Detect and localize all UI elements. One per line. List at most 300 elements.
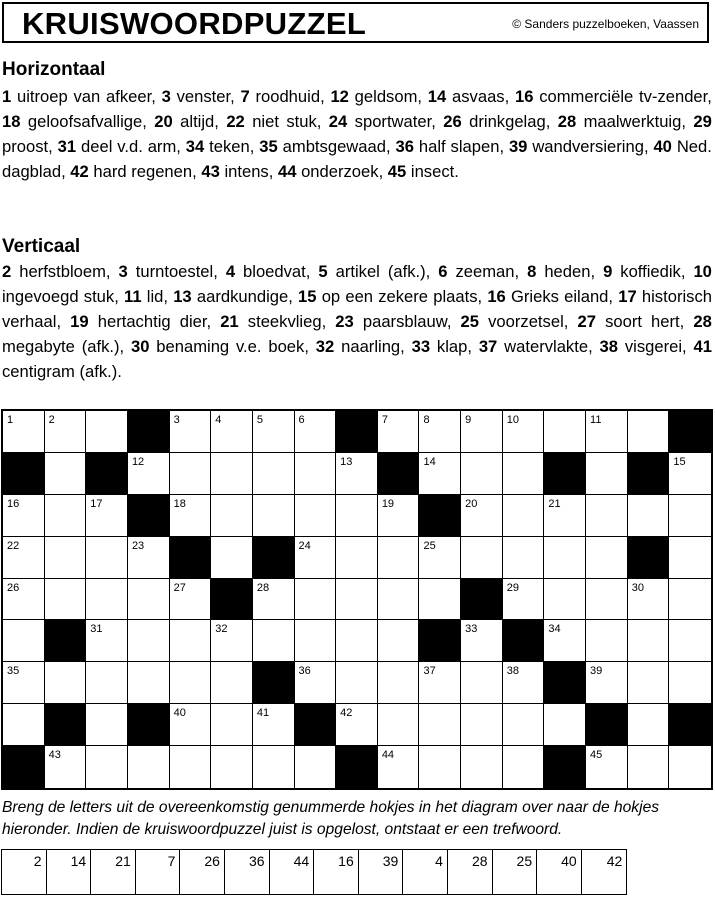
grid-cell[interactable] (211, 620, 253, 662)
clue-number: 18 (2, 112, 21, 131)
grid-cell-black (3, 746, 45, 788)
grid-cell[interactable] (45, 453, 87, 495)
vertical-clue (577, 312, 679, 331)
clue-number: 4 (225, 262, 236, 281)
vertical-clue (316, 337, 400, 356)
grid-cell[interactable] (336, 579, 378, 621)
clue-text: half slapen (418, 137, 500, 156)
vertical-clue (220, 312, 321, 331)
grid-cell-black (86, 453, 128, 495)
grid-cell[interactable] (378, 620, 420, 662)
grid-cell[interactable] (336, 620, 378, 662)
vertical-clue (173, 287, 288, 306)
cell-number: 14 (423, 455, 436, 468)
clue-text: historisch verhaal (2, 287, 712, 331)
cell-number: 28 (256, 581, 270, 594)
clue-number: 7 (240, 87, 250, 106)
solution-box-number: 42 (606, 853, 623, 869)
clue-number: 24 (328, 112, 348, 131)
horizontal-clue (259, 137, 386, 156)
cell-number: 2 (48, 414, 55, 426)
vertical-clue (412, 337, 468, 356)
clue-number: 33 (411, 337, 431, 356)
grid-cell-black (461, 579, 503, 621)
grid-cell[interactable] (586, 453, 628, 495)
cell-number: 12 (131, 455, 145, 468)
cell-number: 40 (173, 707, 186, 720)
clue-number: 27 (577, 312, 596, 331)
cell-number: 15 (673, 455, 686, 468)
grid-cell-black (419, 495, 461, 537)
grid-cell[interactable] (503, 746, 545, 788)
grid-cell[interactable] (128, 746, 170, 788)
clue-number: 23 (335, 312, 354, 331)
grid-cell[interactable] (128, 579, 170, 621)
grid-cell[interactable] (253, 579, 295, 621)
cell-number: 23 (131, 539, 145, 552)
grid-cell[interactable] (336, 662, 378, 704)
grid-cell[interactable] (128, 662, 170, 704)
horizontal-clue (162, 87, 231, 106)
solution-box[interactable] (225, 850, 270, 894)
grid-cell[interactable] (419, 411, 461, 453)
grid-cell[interactable] (295, 620, 337, 662)
grid-cell[interactable] (45, 662, 87, 704)
clue-text: klap (436, 337, 468, 356)
clue-number: 15 (298, 287, 317, 306)
grid-cell[interactable] (253, 411, 295, 453)
grid-cell[interactable] (544, 579, 586, 621)
clue-number: 30 (130, 337, 150, 356)
grid-cell[interactable] (378, 495, 420, 537)
grid-cell[interactable] (253, 453, 295, 495)
grid-cell[interactable] (336, 453, 378, 495)
clue-text: insect (410, 162, 455, 181)
grid-cell[interactable] (86, 620, 128, 662)
grid-cell[interactable] (503, 579, 545, 621)
solution-box[interactable] (537, 850, 582, 894)
grid-cell[interactable] (86, 579, 128, 621)
grid-cell[interactable] (669, 495, 711, 537)
grid-cell-black (45, 620, 87, 662)
horizontal-clue (201, 162, 268, 181)
clue-number: 14 (427, 87, 447, 106)
solution-boxes (1, 849, 627, 895)
grid-cell[interactable] (669, 537, 711, 579)
grid-cell[interactable] (170, 662, 212, 704)
grid-cell[interactable] (586, 579, 628, 621)
grid-cell[interactable] (295, 746, 337, 788)
clue-text: bloedvat (243, 262, 306, 281)
grid-cell[interactable] (503, 537, 545, 579)
grid-cell[interactable] (586, 746, 628, 788)
grid-cell[interactable] (211, 746, 253, 788)
cell-number: 4 (215, 414, 222, 426)
clue-number: 9 (603, 262, 613, 281)
horizontal-clue (388, 162, 454, 181)
clue-number: 36 (395, 137, 414, 156)
solution-box-number: 4 (435, 853, 443, 869)
cell-number: 34 (548, 623, 561, 636)
grid-cell[interactable] (461, 411, 503, 453)
cell-number: 17 (90, 497, 103, 510)
grid-cell[interactable] (170, 620, 212, 662)
cell-number: 7 (381, 414, 388, 426)
clue-text: centigram (afk.) (2, 362, 118, 381)
grid-cell[interactable] (211, 495, 253, 537)
grid-cell[interactable] (378, 746, 420, 788)
grid-cell[interactable] (170, 495, 212, 537)
grid-cell[interactable] (669, 620, 711, 662)
cell-number: 8 (423, 414, 430, 426)
clue-text: voorzetsel (488, 312, 564, 331)
horizontal-clue (443, 112, 545, 131)
clue-number: 28 (693, 312, 712, 331)
grid-cell-black (45, 704, 87, 746)
solution-box[interactable] (359, 850, 404, 894)
clue-text: paarsblauw (362, 312, 447, 331)
grid-cell[interactable] (86, 662, 128, 704)
grid-cell-black (544, 746, 586, 788)
grid-cell[interactable] (86, 537, 128, 579)
solution-box-number: 25 (516, 853, 533, 869)
grid-cell[interactable] (503, 704, 545, 746)
grid-cell[interactable] (378, 579, 420, 621)
grid-cell[interactable] (419, 453, 461, 495)
grid-cell[interactable] (45, 537, 87, 579)
clue-text: op een zekere plaats (321, 287, 478, 306)
cell-number: 25 (423, 539, 436, 552)
grid-cell-black (669, 411, 711, 453)
horizontal-clue (2, 87, 151, 106)
grid-cell[interactable] (544, 537, 586, 579)
solution-box[interactable] (448, 850, 493, 894)
clue-text: asvaas (452, 87, 505, 106)
grid-cell[interactable] (45, 579, 87, 621)
grid-cell[interactable] (378, 704, 420, 746)
grid-cell[interactable] (544, 620, 586, 662)
cell-number: 6 (298, 414, 305, 426)
solution-box-number: 44 (293, 853, 310, 869)
vertical-clue (70, 312, 206, 331)
clue-text: sportwater (354, 112, 432, 131)
clue-text: naarling (341, 337, 401, 356)
grid-cell[interactable] (211, 704, 253, 746)
clue-text: ambtsgewaad (282, 137, 386, 156)
solution-box-number: 36 (248, 853, 265, 869)
solution-box[interactable] (47, 850, 92, 894)
cell-number: 3 (173, 414, 180, 426)
grid-cell[interactable] (253, 620, 295, 662)
vertical-clue (298, 287, 477, 306)
solution-box[interactable] (403, 850, 448, 894)
solution-box[interactable] (180, 850, 225, 894)
cell-number: 22 (7, 539, 20, 552)
grid-cell[interactable] (544, 495, 586, 537)
clue-text: uitroep van afkeer (17, 87, 152, 106)
clue-number: 16 (514, 87, 534, 106)
grid-cell[interactable] (170, 746, 212, 788)
grid-cell[interactable] (378, 537, 420, 579)
grid-cell[interactable] (419, 662, 461, 704)
grid-cell[interactable] (336, 495, 378, 537)
grid-cell[interactable] (628, 620, 670, 662)
grid-cell[interactable] (295, 579, 337, 621)
solution-box[interactable] (91, 850, 136, 894)
grid-cell[interactable] (628, 662, 670, 704)
grid-cell[interactable] (586, 411, 628, 453)
grid-cell[interactable] (669, 453, 711, 495)
grid-cell[interactable] (628, 746, 670, 788)
grid-cell[interactable] (503, 662, 545, 704)
cell-number: 33 (465, 623, 478, 636)
horizontal-clue (278, 162, 379, 181)
solution-box[interactable] (136, 850, 181, 894)
clue-number: 20 (154, 112, 173, 131)
solution-box-number: 26 (204, 853, 220, 869)
clue-number: 5 (318, 262, 328, 281)
cell-number: 18 (173, 497, 186, 510)
grid-cell[interactable] (419, 579, 461, 621)
clue-text: benaming v.e. boek (156, 337, 305, 356)
cell-number: 39 (590, 665, 603, 678)
clue-number: 29 (693, 112, 712, 131)
grid-cell[interactable] (461, 746, 503, 788)
grid-cell[interactable] (170, 453, 212, 495)
grid-cell[interactable] (419, 704, 461, 746)
grid-cell-black (253, 662, 295, 704)
grid-cell[interactable] (503, 495, 545, 537)
vertical-clue (131, 337, 304, 356)
grid-cell[interactable] (3, 620, 45, 662)
grid-cell[interactable] (336, 704, 378, 746)
cell-number: 19 (381, 497, 395, 510)
grid-cell[interactable] (211, 453, 253, 495)
grid-cell[interactable] (86, 704, 128, 746)
grid-cell[interactable] (628, 579, 670, 621)
grid-cell[interactable] (669, 746, 711, 788)
vertical-clue (335, 312, 447, 331)
grid-cell[interactable] (128, 453, 170, 495)
grid-cell-black (253, 537, 295, 579)
clue-number: 1 (2, 87, 12, 106)
clue-number: 11 (124, 287, 142, 306)
grid-cell[interactable] (586, 662, 628, 704)
grid-cell-black (586, 704, 628, 746)
clue-text: soort hert (605, 312, 680, 331)
solution-box-number: 14 (70, 853, 87, 869)
grid-cell[interactable] (419, 746, 461, 788)
grid-cell[interactable] (3, 662, 45, 704)
grid-cell[interactable] (586, 537, 628, 579)
solution-box[interactable] (270, 850, 315, 894)
grid-cell[interactable] (544, 704, 586, 746)
grid-cell[interactable] (461, 662, 503, 704)
grid-cell-black (628, 537, 670, 579)
grid-cell[interactable] (253, 746, 295, 788)
clue-text: Ned. dagblad (2, 137, 712, 181)
clue-number: 8 (527, 262, 537, 281)
vertical-clue (438, 262, 514, 281)
vertical-clues: 2 herfstbloem, 3 turntoestel, 4 bloedvat, 5 artikel (afk.), 6 zeeman, 8 heden, 9 koffiedik, 10 ingevoegd stuk, 11 lid, 13 aardkundige, 15 op een zekere plaats, 16 Grieks eiland, 17 historisch verhaal, 19 hertachtig dier, 21 steekvlieg, 23 paarsblauw, 25 voorzetsel, 27 soort hert, 28 megabyte (afk.), 30 benaming v.e. boek, 32 naarling, 33 klap, 37 watervlakte, 38 visgerei, 41 centigram (afk.). (2, 262, 712, 381)
horizontal-clue (329, 112, 431, 131)
horizontal-clue (154, 112, 214, 131)
horizontal-clue (509, 137, 644, 156)
grid-cell-black (503, 620, 545, 662)
clue-number: 45 (387, 162, 407, 181)
grid-cell[interactable] (253, 495, 295, 537)
grid-cell[interactable] (211, 537, 253, 579)
grid-cell[interactable] (45, 495, 87, 537)
grid-cell[interactable] (461, 620, 503, 662)
clue-text: onderzoek (301, 162, 379, 181)
cell-number: 44 (381, 749, 395, 762)
cell-number: 10 (506, 414, 519, 426)
grid-cell[interactable] (628, 411, 670, 453)
clue-number: 16 (487, 287, 506, 306)
grid-cell[interactable] (211, 411, 253, 453)
grid-cell[interactable] (170, 579, 212, 621)
grid-cell[interactable] (461, 704, 503, 746)
cell-number: 45 (590, 749, 603, 762)
grid-cell[interactable] (419, 537, 461, 579)
solution-box[interactable] (2, 850, 47, 894)
vertical-clue (226, 262, 306, 281)
grid-cell[interactable] (3, 411, 45, 453)
clue-text: niet stuk (252, 112, 317, 131)
clue-number: 41 (693, 337, 712, 356)
grid-cell[interactable] (586, 620, 628, 662)
horizontal-heading: Horizontaal (2, 59, 106, 80)
grid-cell-black (128, 411, 170, 453)
clue-text: megabyte (afk.) (2, 337, 120, 356)
solution-box[interactable] (493, 850, 538, 894)
grid-cell-black (544, 662, 586, 704)
grid-cell[interactable] (295, 495, 337, 537)
grid-cell[interactable] (3, 704, 45, 746)
clue-number: 22 (226, 112, 245, 131)
cell-number: 26 (7, 581, 20, 594)
grid-cell-black (544, 453, 586, 495)
horizontal-clue (558, 112, 682, 131)
copyright-notice: © Sanders puzzelboeken, Vaassen (512, 17, 699, 31)
grid-cell[interactable] (295, 662, 337, 704)
clue-text: roodhuid (255, 87, 321, 106)
grid-cell[interactable] (336, 537, 378, 579)
vertical-clue (2, 262, 106, 281)
grid-cell[interactable] (3, 495, 45, 537)
grid-cell[interactable] (45, 746, 87, 788)
solution-box-number: 21 (115, 853, 131, 869)
clue-text: steekvlieg (247, 312, 322, 331)
horizontal-clue (226, 112, 316, 131)
clue-number: 35 (259, 137, 278, 156)
grid-cell[interactable] (170, 704, 212, 746)
solution-box-number: 39 (382, 853, 399, 869)
horizontal-clue (330, 87, 417, 106)
clue-text: hertachtig dier (97, 312, 207, 331)
grid-cell[interactable] (544, 411, 586, 453)
cell-number: 29 (506, 581, 519, 594)
clue-number: 26 (443, 112, 462, 131)
clue-number: 2 (2, 262, 12, 281)
grid-cell-black (3, 453, 45, 495)
grid-cell[interactable] (128, 537, 170, 579)
grid-cell[interactable] (86, 495, 128, 537)
cell-number: 9 (465, 414, 472, 426)
cell-number: 16 (7, 497, 20, 510)
crossword-grid (1, 409, 713, 790)
grid-cell[interactable] (586, 495, 628, 537)
clue-text: lid (146, 287, 164, 306)
grid-cell[interactable] (295, 537, 337, 579)
grid-cell-black (170, 537, 212, 579)
horizontal-clues: 1 uitroep van afkeer, 3 venster, 7 roodhuid, 12 geldsom, 14 asvaas, 16 commerciële tv-zender, 18 geloofsafvallige, 20 altijd, 22 niet stuk, 24 sportwater, 26 drinkgelag, 28 maalwerktuig, 29 proost, 31 deel v.d. arm, 34 teken, 35 ambtsgewaad, 36 half slapen, 39 wandversiering, 40 Ned. dagblad, 42 hard regenen, 43 intens, 44 onderzoek, 45 insect. (2, 87, 712, 181)
grid-cell[interactable] (3, 579, 45, 621)
clue-text: hard regenen (93, 162, 193, 181)
clue-text: artikel (afk.) (335, 262, 426, 281)
grid-cell[interactable] (378, 662, 420, 704)
clue-number: 19 (70, 312, 89, 331)
grid-cell[interactable] (461, 495, 503, 537)
grid-cell[interactable] (295, 411, 337, 453)
grid-cell[interactable] (295, 453, 337, 495)
solution-box[interactable] (314, 850, 359, 894)
grid-cell[interactable] (378, 411, 420, 453)
vertical-clue (600, 337, 683, 356)
grid-cell[interactable] (628, 704, 670, 746)
grid-cell[interactable] (86, 411, 128, 453)
cell-number: 36 (298, 665, 311, 678)
solution-box-number: 7 (167, 853, 176, 869)
vertical-clue (487, 287, 608, 306)
solution-box-number: 40 (561, 853, 577, 869)
clue-number: 31 (57, 137, 77, 156)
grid-cell[interactable] (503, 453, 545, 495)
grid-cell-black (211, 579, 253, 621)
cell-number: 20 (465, 497, 478, 510)
grid-cell[interactable] (461, 453, 503, 495)
grid-cell[interactable] (503, 411, 545, 453)
grid-cell[interactable] (86, 746, 128, 788)
grid-cell-black (669, 704, 711, 746)
page-title: KRUISWOORDPUZZEL (22, 6, 367, 41)
grid-cell[interactable] (45, 411, 87, 453)
vertical-clue (527, 262, 590, 281)
grid-cell[interactable] (170, 411, 212, 453)
clue-text: proost (2, 137, 49, 156)
clue-number: 37 (478, 337, 498, 356)
horizontal-clue (2, 112, 142, 131)
grid-cell[interactable] (211, 662, 253, 704)
clue-text: heden (544, 262, 591, 281)
cell-number: 1 (7, 414, 14, 426)
grid-cell-black (295, 704, 337, 746)
grid-cell[interactable] (461, 537, 503, 579)
grid-cell[interactable] (669, 662, 711, 704)
grid-cell[interactable] (628, 495, 670, 537)
clue-number: 13 (173, 287, 192, 306)
clue-text: altijd (180, 112, 215, 131)
grid-cell-black (628, 453, 670, 495)
vertical-heading: Verticaal (2, 236, 81, 257)
grid-cell[interactable] (3, 537, 45, 579)
grid-cell[interactable] (128, 620, 170, 662)
horizontal-clue (515, 87, 707, 106)
grid-cell[interactable] (669, 579, 711, 621)
solution-box[interactable] (582, 850, 627, 894)
grid-cell[interactable] (253, 704, 295, 746)
